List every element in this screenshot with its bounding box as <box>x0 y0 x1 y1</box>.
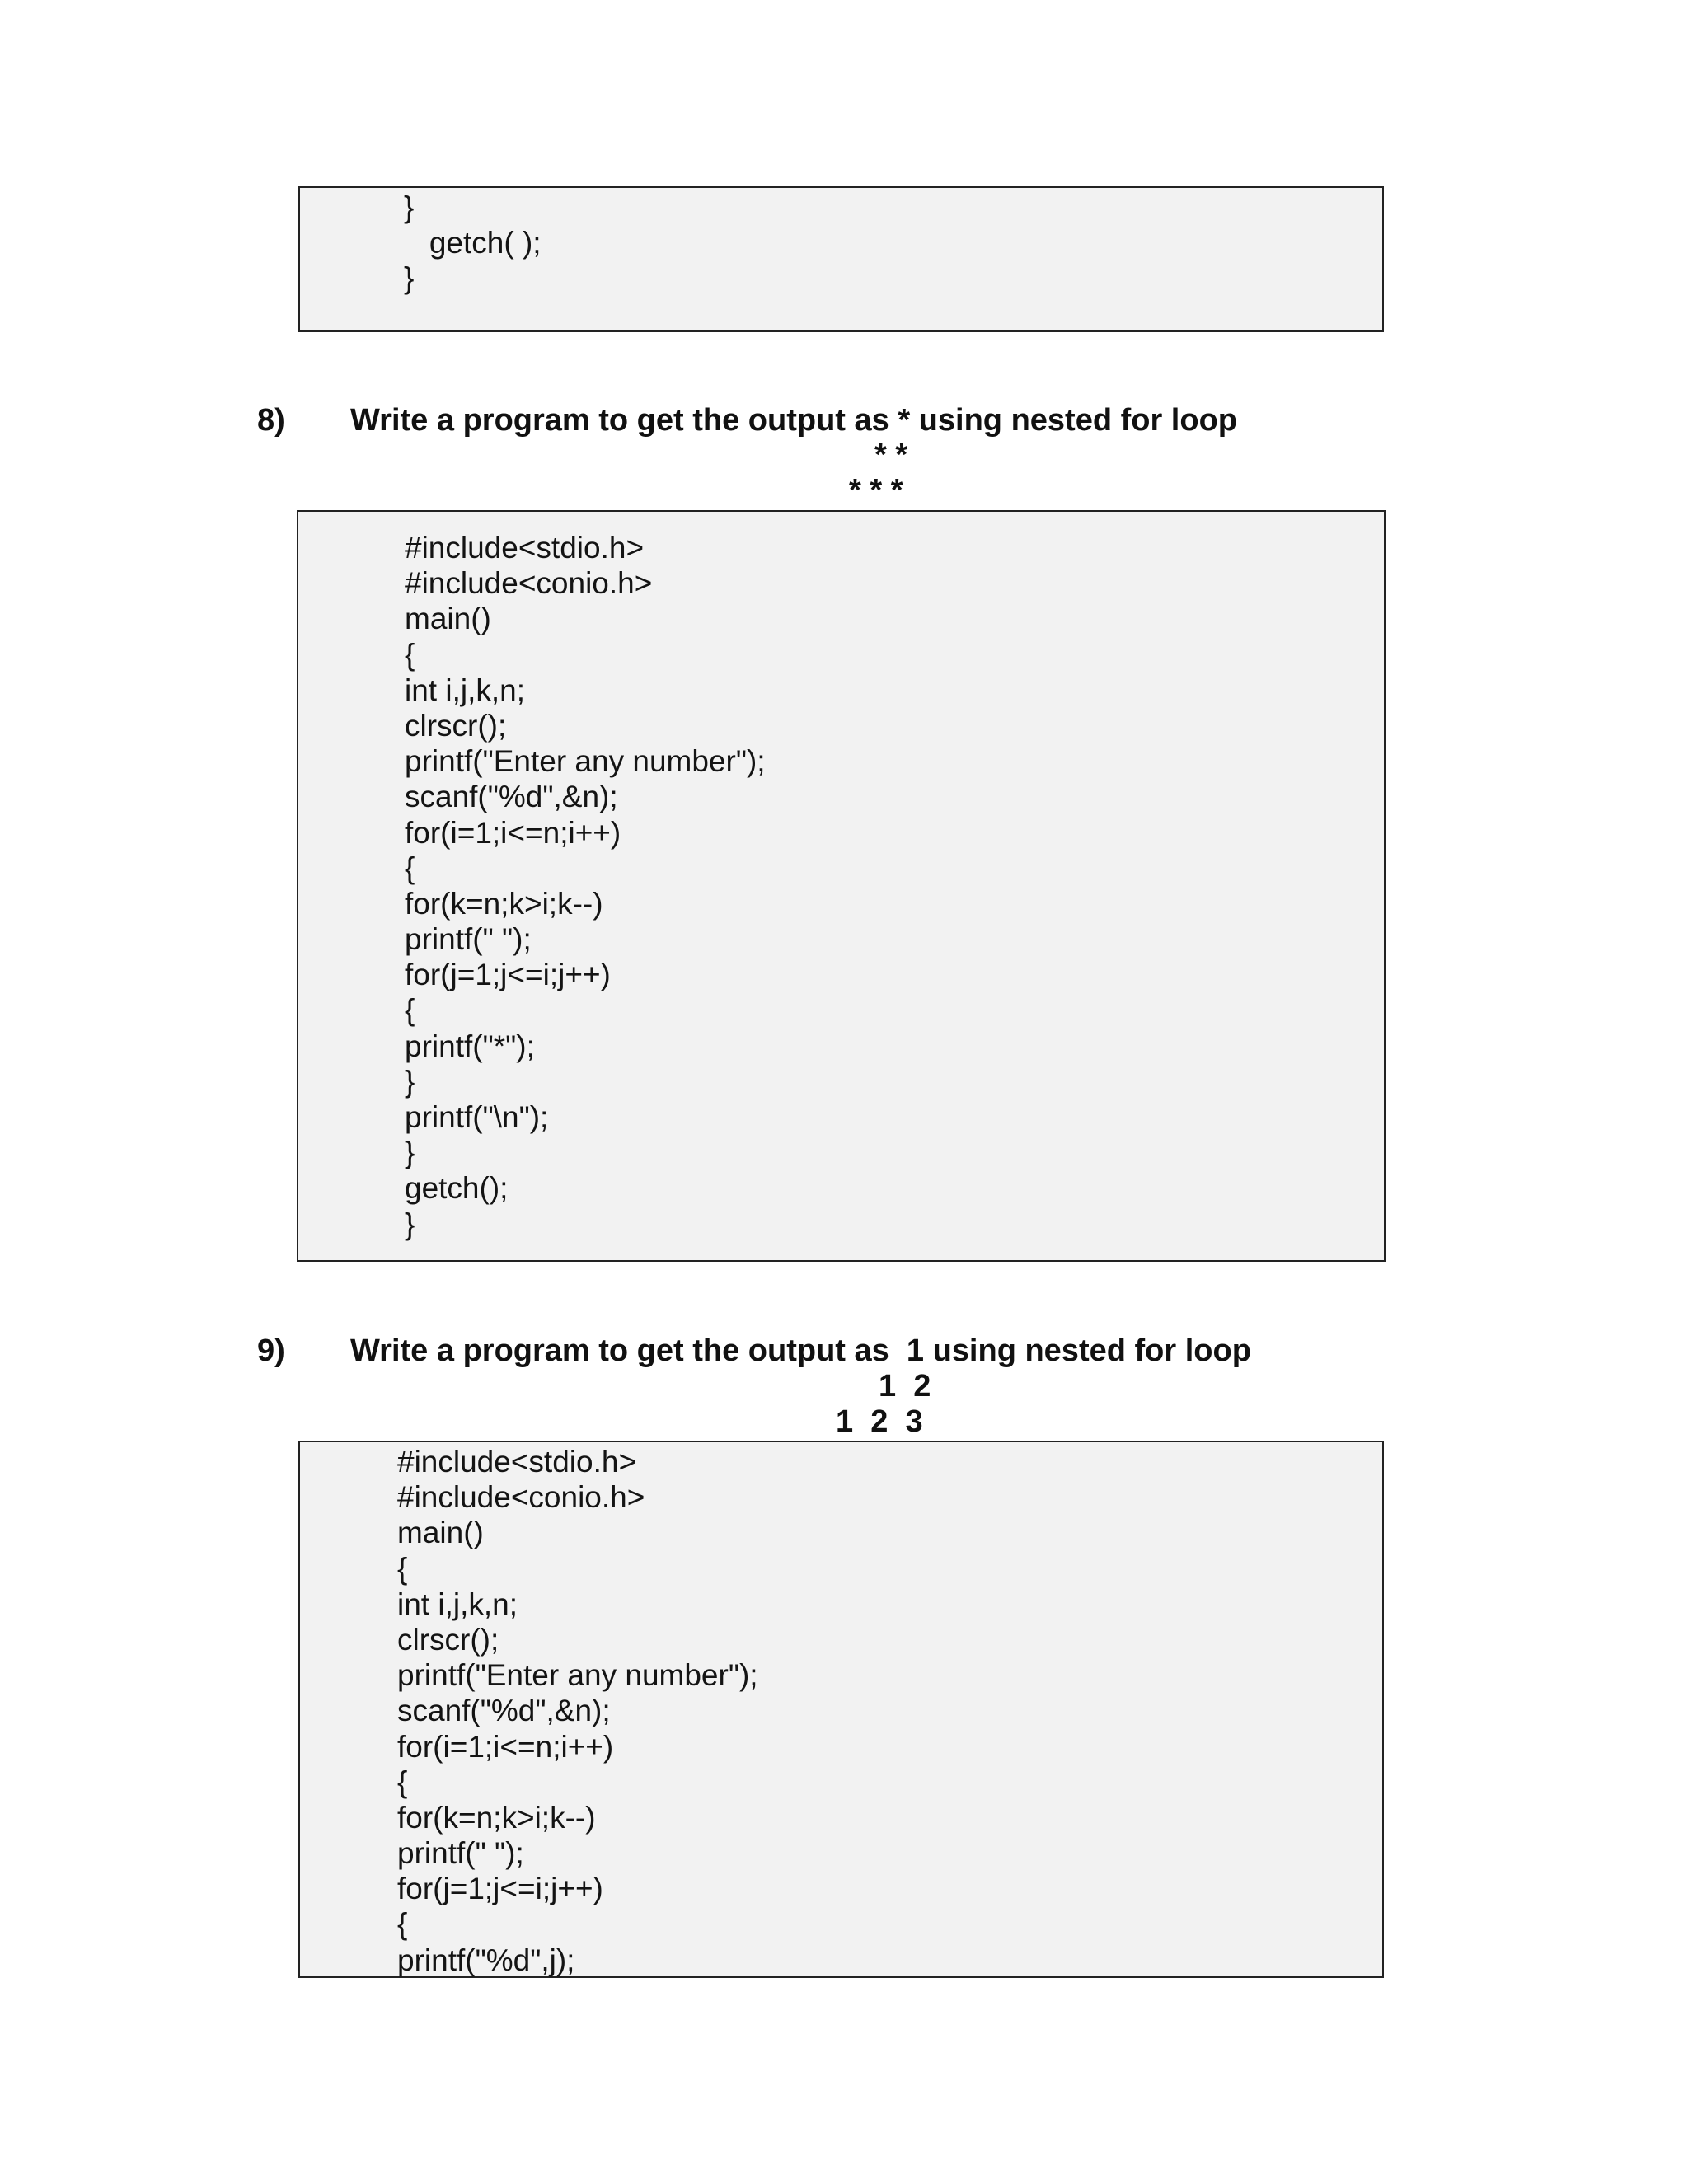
code-line: #include<conio.h> <box>397 1480 645 1515</box>
code-line: } <box>405 1136 415 1170</box>
code-line: for(j=1;j<=i;j++) <box>397 1872 603 1906</box>
code-line: getch(); <box>405 1171 509 1206</box>
expected-output-line: * * <box>874 438 908 472</box>
code-line: { <box>397 1765 408 1799</box>
code-line: printf(" "); <box>405 922 532 957</box>
code-line: printf("*"); <box>405 1029 535 1063</box>
code-line: printf("Enter any number"); <box>405 744 766 779</box>
code-line: int i,j,k,n; <box>405 673 525 707</box>
code-line: for(k=n;k>i;k--) <box>397 1800 596 1835</box>
code-line: } <box>405 1207 415 1241</box>
code-line: { <box>405 637 415 672</box>
code-line: for(k=n;k>i;k--) <box>405 886 603 921</box>
question-prompt: Write a program to get the output as * using nested for loop <box>350 403 1238 438</box>
expected-output-line: * * * <box>849 473 903 508</box>
code-lines <box>397 1444 758 1978</box>
code-line: } <box>404 261 415 296</box>
code-line: getch( ); <box>404 226 542 260</box>
code-line: #include<stdio.h> <box>397 1445 637 1479</box>
expected-output-line: 1 2 3 <box>836 1404 923 1439</box>
code-line: { <box>405 993 415 1028</box>
code-line: for(i=1;i<=n;i++) <box>397 1729 614 1764</box>
code-line: { <box>405 851 415 885</box>
code-line: clrscr(); <box>405 708 507 743</box>
code-line: printf("%d",j); <box>397 1943 575 1977</box>
code-line: } <box>404 190 415 224</box>
question-number: 8) <box>257 403 285 438</box>
code-line: { <box>397 1551 408 1586</box>
question-prompt: Write a program to get the output as 1 using nested for loop <box>350 1333 1251 1368</box>
expected-output-line: 1 2 <box>879 1369 931 1404</box>
code-line: scanf("%d",&n); <box>397 1694 611 1728</box>
code-line: printf("Enter any number"); <box>397 1658 758 1693</box>
code-line: #include<conio.h> <box>405 566 653 601</box>
code-line: } <box>405 1064 415 1099</box>
code-line: #include<stdio.h> <box>405 531 645 565</box>
code-line: main() <box>405 602 491 636</box>
code-line: { <box>397 1907 408 1942</box>
code-lines <box>300 190 1382 297</box>
code-block <box>298 1441 1384 1978</box>
code-line: for(i=1;i<=n;i++) <box>405 815 621 850</box>
code-line: clrscr(); <box>397 1622 499 1657</box>
code-block <box>297 510 1386 1262</box>
code-line: int i,j,k,n; <box>397 1586 518 1621</box>
code-line: printf("\n"); <box>405 1100 549 1134</box>
code-line: scanf("%d",&n); <box>405 780 618 814</box>
code-block-continuation <box>298 186 1384 332</box>
code-line: printf(" "); <box>397 1836 524 1871</box>
code-lines <box>405 530 766 1242</box>
question-number: 9) <box>257 1333 285 1368</box>
code-line: main() <box>397 1516 484 1550</box>
code-line: for(j=1;j<=i;j++) <box>405 958 611 992</box>
